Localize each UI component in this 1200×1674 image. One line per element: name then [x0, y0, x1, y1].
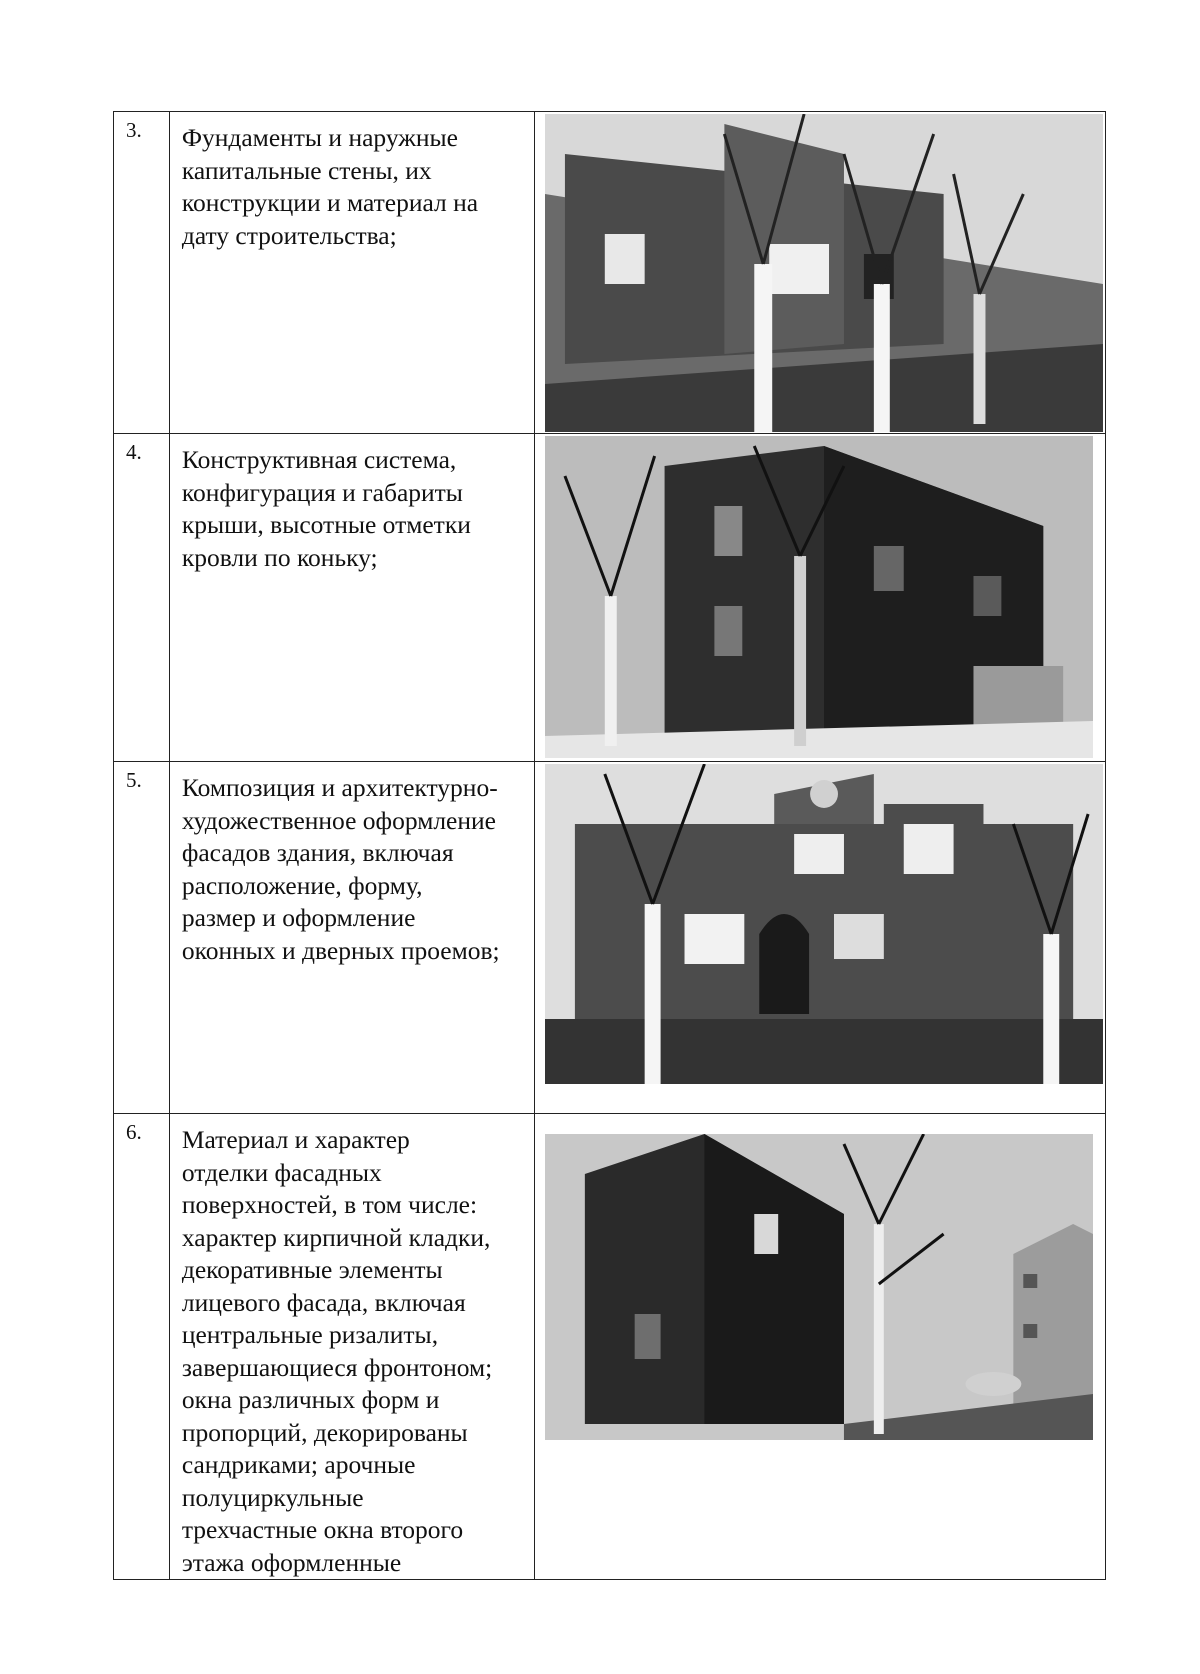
- row-text: Материал и характер отделки фасадных поверхностей, в том числе: характер кирпичной кладки, декоративные элементы лицевого фасада, включая центральные ризалиты, завершающиеся фронтоном; окна различных форм и пропорций, декорированы сандриками; арочные полуциркульные трехчастные окна второго этажа оформленные: [181, 1125, 493, 1577]
- building-photo-icon: [545, 764, 1103, 1084]
- building-photo-icon: [545, 436, 1093, 758]
- building-photo: [545, 114, 1103, 432]
- building-photo-icon: [545, 114, 1103, 432]
- row-number: 3.: [126, 118, 142, 142]
- table-row: [114, 1114, 1106, 1580]
- row-text: Фундаменты и наружные капитальные стены, их конструкции и материал на дату строительства;: [181, 123, 479, 250]
- building-photo: [545, 764, 1103, 1084]
- row-text: Композиция и архитектурно- художественное оформление фасадов здания, включая расположение, форму, размер и оформление оконных и дверных проемов;: [181, 773, 500, 965]
- table-row: [114, 434, 1106, 762]
- document-table: [113, 111, 1106, 1580]
- row-number: 4.: [126, 440, 142, 464]
- row-number: 6.: [126, 1120, 142, 1144]
- building-photo: [545, 1134, 1093, 1440]
- row-number: 5.: [126, 768, 142, 792]
- table-row: [114, 112, 1106, 434]
- building-photo-icon: [545, 1134, 1093, 1440]
- row-text: Конструктивная система, конфигурация и габариты крыши, высотные отметки кровли по коньку;: [181, 445, 471, 572]
- building-photo: [545, 436, 1093, 758]
- table-row: [114, 762, 1106, 1114]
